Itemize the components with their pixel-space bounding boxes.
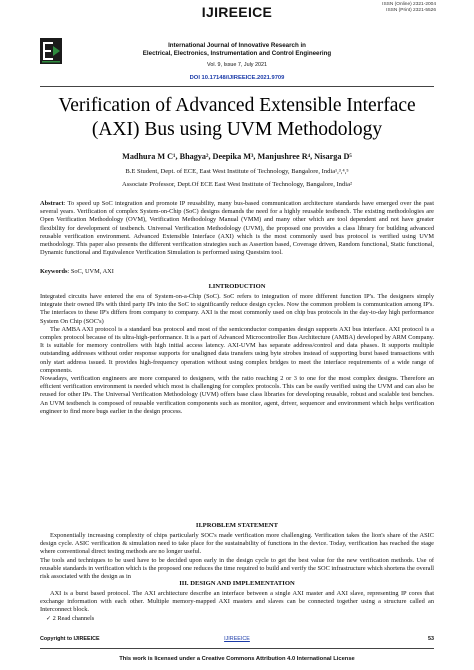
keywords [40,268,434,276]
journal-name-line2: Electrical, Electronics, Instrumentation and Control Engineering [142,50,332,57]
issn-print: ISSN (Print) 2321-5526 [386,8,436,13]
bullet-text: 2 Read channels [52,614,95,622]
intro-paragraph-3: Nowadays, verification engineers are more compared to designers, with the ratio reaching 2 or 3 to one for the most complex designs. Therefore an efficient verification environment is needed which most is challenging for complex protocols. This can be easily verified using the UVM and can also be reused for other IPs. The Universal Verification Methodology (UVM) offers base class libraries for developing reusable, robust and scalable test benches. An UVM testbench is composed of reusable verification components such as monitor, agent, driver, sequencer and environment which helps verification engineer to find more bugs earlier in the design process. [40,375,434,415]
author-list: Madhura M C¹, Bhagya², Deepika M³, Manjushree R⁴, Nisarga D⁵ [122,152,352,161]
title-line1: Verification of Advanced Extensible Interface [58,95,416,116]
title-line2: (AXI) Bus using UVM Methodology [91,119,383,140]
issn-online: ISSN (Online) 2321-2004 [382,2,436,7]
list-item [40,615,434,623]
problem-paragraph-1: Exponentially increasing complexity of chips particularly SOC's made verification more challenging. Verification takes the lion's share of the ASIC design cycle. ASIC verification & simulation need to take place for the sustainability of functions in the device. Today, verification has reached the stage where conventional direct testing methods are no longer useful. [40,532,434,556]
checkmark-icon: ✓ [46,614,52,622]
page-number: 53 [428,636,434,642]
abstract-label: Abstract [40,200,64,207]
affiliation-students: B.E Student, Dept. of ECE, East West Institute of Technology, Bangalore, India¹,³,⁴,⁵ [125,168,349,175]
abstract-text: : To speed up SoC integration and promote IP reusability, many bus-based communication architecture standards have emerged over the past several years. Verification of complex System-on-Chip (SoC) designs demands the need for a highly reusable testbench. The existing methodologies are Open Verification Methodology (OVM), Verification Methodology Manual (VMM) and many other which are tool dependent and not have greater flexibility for development of testbench. Universal Verification Methodology (UVM), the proposed one provides a class library for building advanced reusable verification environment. Advanced Extensible Interface (AXI) which is the most commonly used bus protocol is verified using UVM methodology. This paper also presents the different verification strategies such as Assertion based, Coverage driven, Random functional, Static functional, Dynamic functional and Equivalence Verification Simulation is performed using Questsim tool. [40,200,434,257]
affiliation-professor: Associate Professor, Dept.Of ECE East West Institute of Technology, Bangalore, India² [121,181,353,188]
keywords-text: : SoC, UVM, AXI [67,268,114,275]
journal-site-link[interactable]: IJIREEICE [224,636,250,642]
footer-divider [40,648,434,649]
section-heading-problem: II.PROBLEM STATEMENT [195,522,279,529]
intro-paragraph-2: The AMBA AXI protocol is a standard bus protocol and most of the semiconductor companies design supports AXI bus interface. AXI protocol is a complex protocol because of its ultra-high-performance. It is a part of Advanced Microcontroller Bus Architecture (AMBA) developed by ARM Company. It is suitable for memory controllers with high initial access latency. AXI-UVM has separate address/control and data phases. It supports multiple outstanding addresses without order response supports for unaligned data transfers using byte strobes instead of supporting burst based transactions with only start address issued. It provides high-frequency operation without using complex bridges to meet the interface requirements of a wide range of components. [40,325,434,374]
problem-body [40,532,434,581]
section-heading-introduction: I.INTRODUCTION [208,283,266,290]
doi-link[interactable]: DOI 10.17148/IJIREEICE.2021.9709 [189,75,285,81]
journal-abbreviation: IJIREEICE [201,4,273,20]
keywords-label: Keywords [40,268,68,275]
abstract [40,200,434,257]
section-heading-design: III. DESIGN AND IMPLEMENTATION [179,580,295,587]
design-body [40,590,434,623]
design-paragraph-1: AXI is a burst based protocol. The AXI architecture describe an interface between a single AXI master and AXI slave, representing IP cores that exchange information with each other. Multiple memory-mapped AXI masters and slaves can be connected together using a structure called an Interconnect block. [40,590,434,614]
journal-full-name [0,42,474,58]
footer-row [40,636,434,646]
intro-paragraph-1: Integrated circuits have entered the era of System-on-a-Chip (SoC). SoC refers to integration of more different function IP's. The designers simply integrate their owned IPs with third party IPs into the SoC to significantly reduce design cycles. Now the common problem is communication among IP's. The interfaces to these IP's differs from company to company. AXI is the most commonly used on chip bus protocols in the day-to-day high performance System On Chip (SOC's) [40,293,434,325]
copyright-notice: Copyright to IJIREEICE [40,636,100,642]
introduction-body [40,293,434,416]
license-notice: This work is licensed under a Creative Commons Attribution 4.0 International License [119,656,355,662]
paper-title [0,94,474,142]
journal-name-line1: International Journal of Innovative Research in [168,42,306,49]
problem-paragraph-2: The tools and techniques to be used have to be decided upon early in the design cycle to get the best value for the new verification methods. Use of reusable standards in verification which is the proposed one reduces the time required to build and verify the SOC infrastructure which shortens the overall risk associated with the design as in [40,556,434,581]
header-divider [40,86,434,87]
issn-block [382,2,436,14]
volume-issue: Vol. 9, Issue 7, July 2021 [207,62,267,68]
